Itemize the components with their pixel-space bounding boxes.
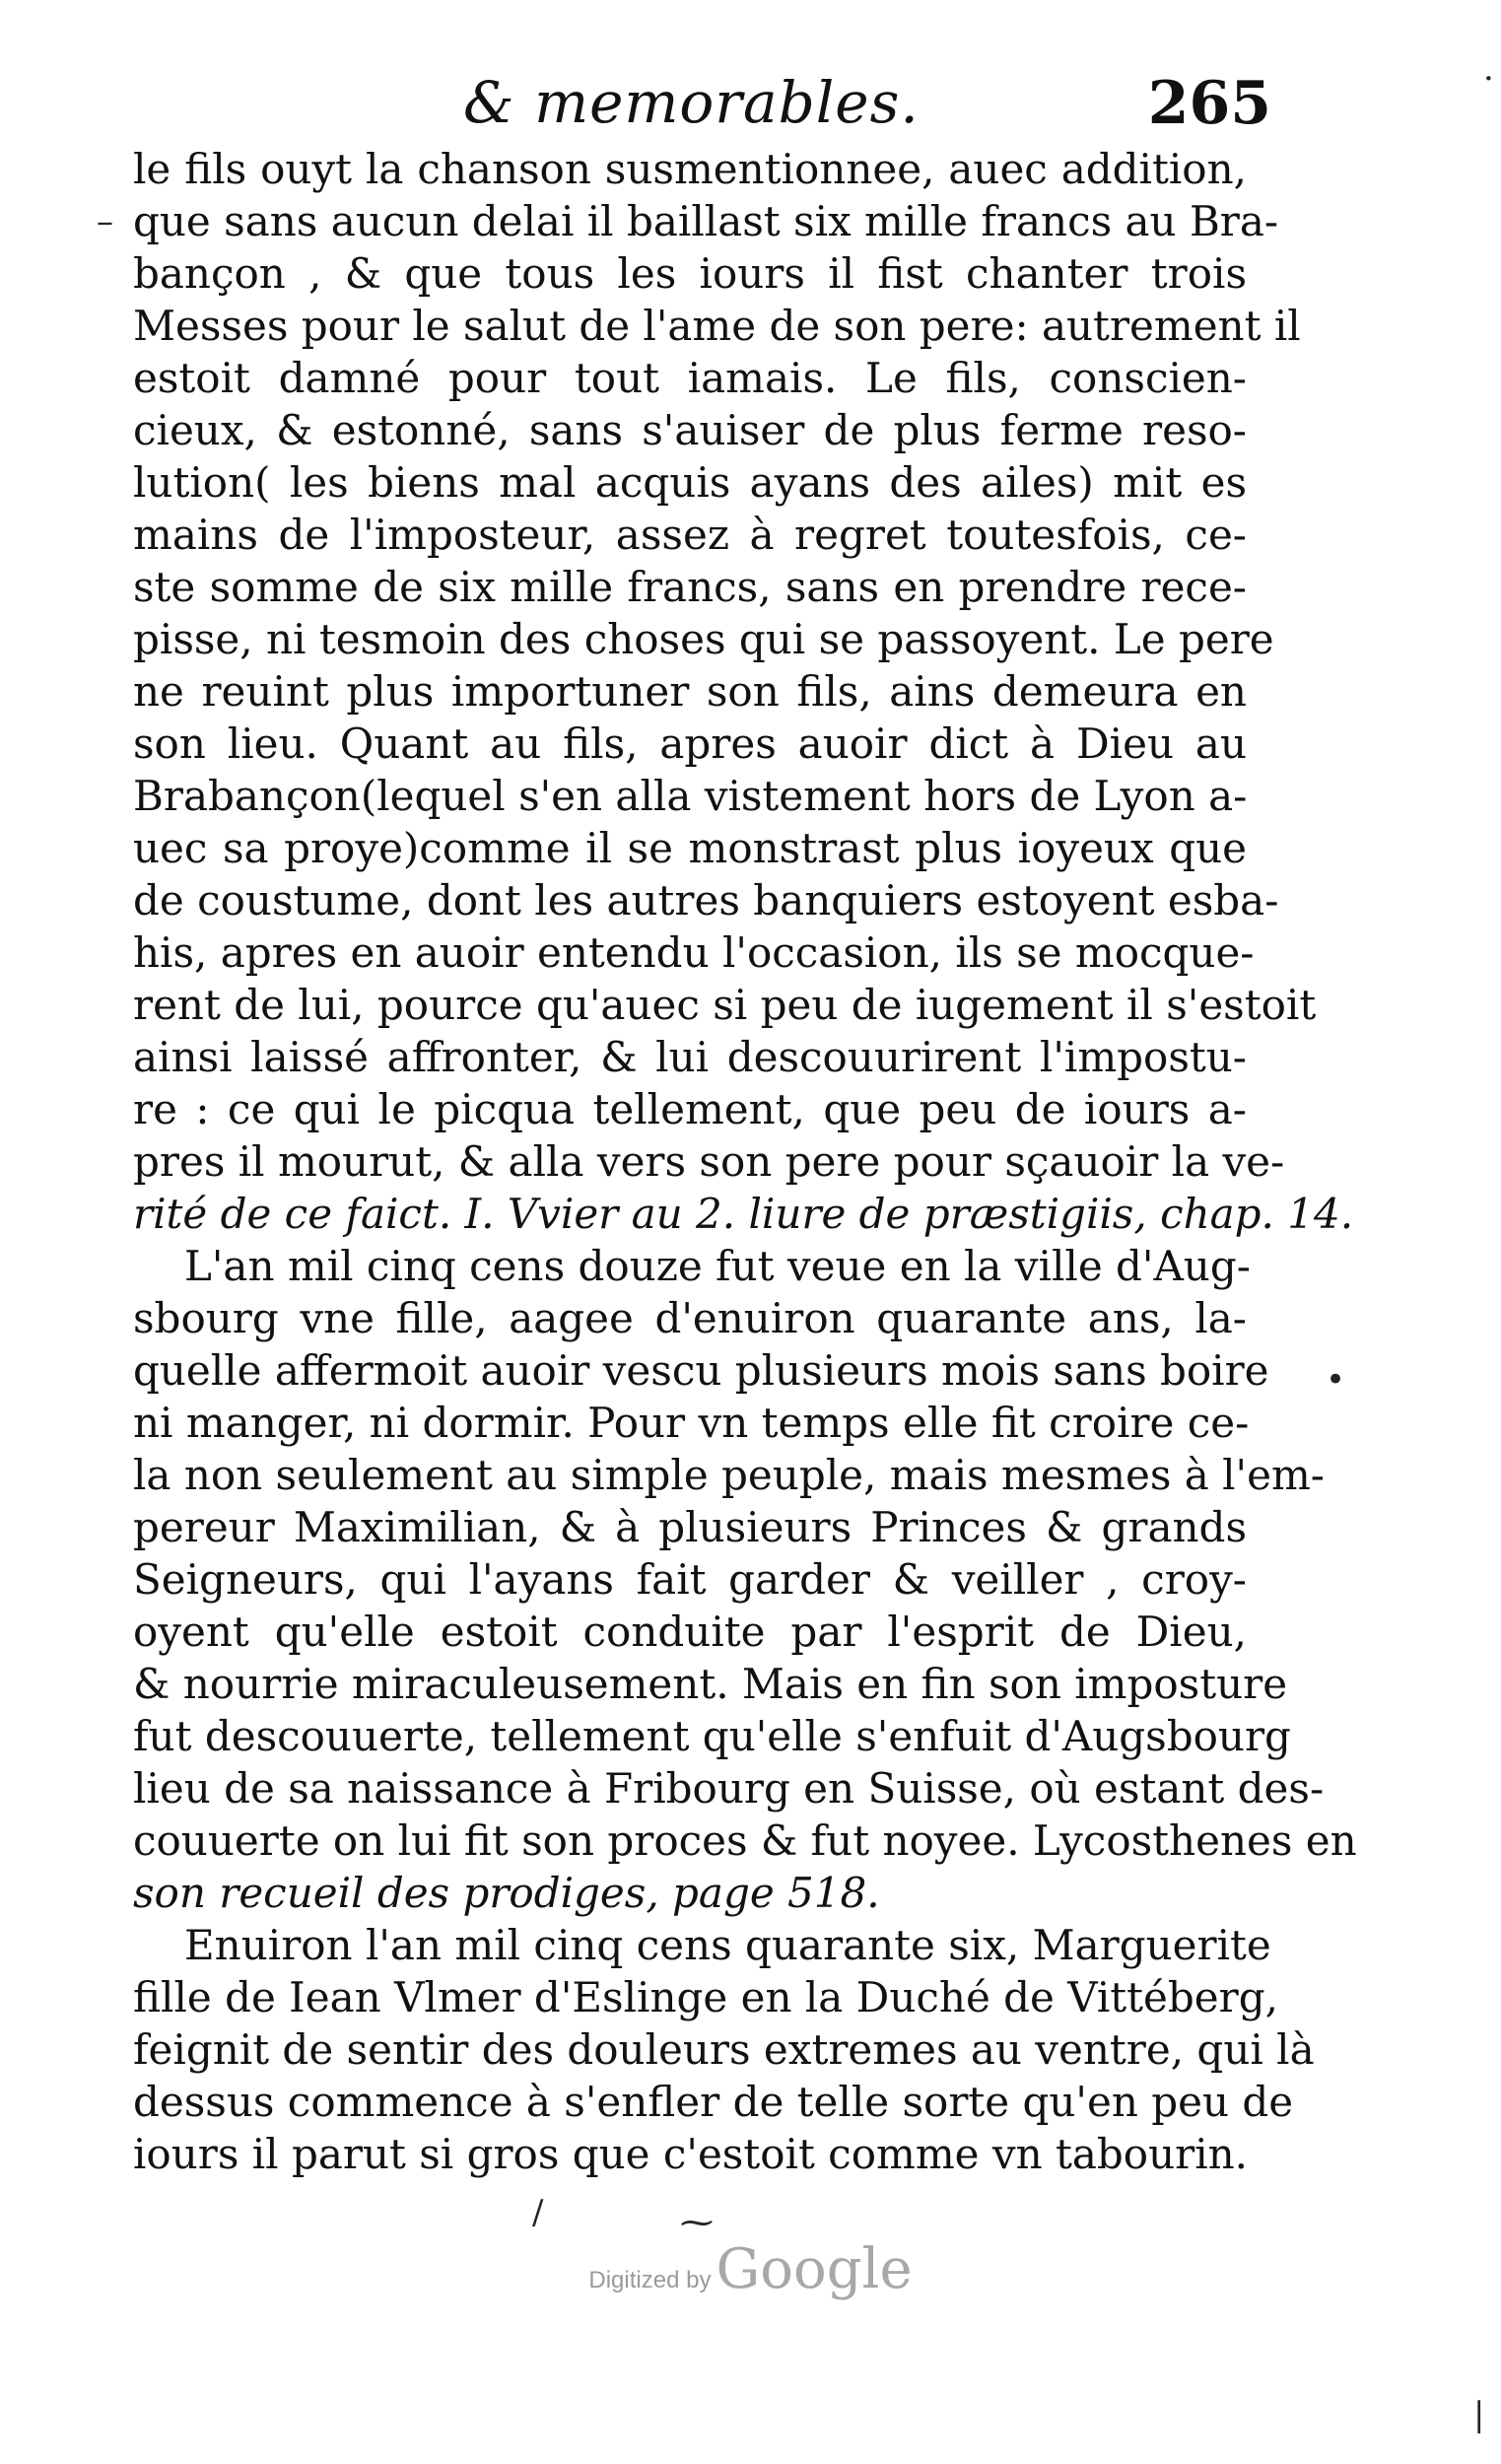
text-line: quelle affermoit auoir vescu plusieurs mois sans boire: [133, 1346, 1269, 1395]
text-line: feignit de sentir des douleurs extremes au ventre, qui là: [133, 2025, 1315, 2074]
text-line: lution( les biens mal acquis ayans des ailes) mit es: [133, 458, 1247, 507]
text-line: de coustume, dont les autres banquiers estoyent esba-: [133, 876, 1279, 924]
text-line: fille de Iean Vlmer d'Eslinge en la Duché de Vittéberg,: [133, 1973, 1278, 2021]
text-line: fut descouuerte, tellement qu'elle s'enfuit d'Augsbourg: [133, 1712, 1291, 1760]
text-line: Seigneurs, qui l'ayans fait garder & veiller , croy-: [133, 1555, 1247, 1604]
text-line: pres il mourut, & alla vers son pere pour sçauoir la ve-: [133, 1137, 1285, 1186]
page-number: 265: [1147, 69, 1271, 138]
margin-dash-mark: –: [97, 202, 113, 241]
text-line: L'an mil cinq cens douze fut veue en la ville d'Aug-: [184, 1242, 1251, 1290]
scan-speck-mark: •: [1326, 1360, 1346, 1400]
text-line: uec sa proye)comme il se monstrast plus ioyeux que: [133, 824, 1247, 872]
text-line: ne reuint plus importuner son fils, ains demeura en: [133, 667, 1247, 716]
citation-line: son recueil des prodiges, page 518.: [133, 1869, 880, 1917]
running-title: & memorables.: [463, 69, 920, 136]
paragraph-1: [133, 143, 1354, 1240]
text-line: pisse, ni tesmoin des choses qui se passoyent. Le pere: [133, 615, 1274, 663]
text-line: la non seulement au simple peuple, mais mesmes à l'em-: [133, 1451, 1325, 1499]
text-line: iours il parut si gros que c'estoit comme vn tabourin.: [133, 2130, 1249, 2178]
digitized-by-label: Digitized by: [588, 2267, 712, 2293]
text-line: his, apres en auoir entendu l'occasion, ils se mocque-: [133, 928, 1255, 977]
text-line: pereur Maximilian, & à plusieurs Princes & grands: [133, 1503, 1247, 1551]
body-text: [133, 143, 1357, 2180]
text-line: sbourg vne fille, aagee d'enuiron quarante ans, la-: [133, 1294, 1247, 1342]
text-line: ainsi laissé affronter, & lui descouurirent l'impostu-: [133, 1033, 1247, 1081]
scan-speck-mark: ·: [1483, 59, 1494, 99]
scan-stroke-mark: ⁓: [680, 2203, 714, 2242]
paragraph-3: [133, 1919, 1315, 2180]
text-line: Enuiron l'an mil cinq cens quarante six, Marguerite: [184, 1921, 1271, 1969]
text-line: dessus commence à s'enfler de telle sorte qu'en peu de: [133, 2078, 1294, 2126]
text-line: couuerte on lui fit son proces & fut noyee. Lycosthenes en: [133, 1816, 1357, 1865]
text-line: ni manger, ni dormir. Pour vn temps elle fit croire ce-: [133, 1399, 1250, 1447]
text-line: Messes pour le salut de l'ame de son pere: autrement il: [133, 302, 1301, 350]
text-line: rent de lui, pource qu'auec si peu de iugement il s'estoit: [133, 981, 1317, 1029]
text-line: bançon , & que tous les iours il fist chanter trois: [133, 249, 1247, 298]
google-logo: Google: [716, 2237, 913, 2301]
citation-line: rité de ce faict. I. Vvier au 2. liure de præstigiis, chap. 14.: [133, 1190, 1354, 1238]
text-line: le fils ouyt la chanson susmentionnee, auec addition,: [133, 145, 1247, 193]
text-line: estoit damné pour tout iamais. Le fils, conscien-: [133, 354, 1247, 402]
text-line: & nourrie miraculeusement. Mais en fin son imposture: [133, 1660, 1288, 1708]
scan-edge-mark: |: [1473, 2395, 1485, 2434]
text-line: Brabançon(lequel s'en alla vistement hors de Lyon a-: [133, 772, 1248, 820]
text-line: lieu de sa naissance à Fribourg en Suisse, où estant des-: [133, 1764, 1325, 1813]
text-line: ste somme de six mille francs, sans en prendre rece-: [133, 563, 1247, 611]
text-line: mains de l'imposteur, assez à regret toutesfois, ce-: [133, 511, 1247, 559]
scan-stroke-mark: /: [532, 2193, 544, 2232]
paragraph-2: [133, 1240, 1357, 1919]
text-line: cieux, & estonné, sans s'auiser de plus ferme reso-: [133, 406, 1247, 454]
text-line: oyent qu'elle estoit conduite par l'esprit de Dieu,: [133, 1608, 1247, 1656]
text-line: son lieu. Quant au fils, apres auoir dict à Dieu au: [133, 719, 1247, 768]
digitization-footer: [0, 2237, 1501, 2301]
text-line: re : ce qui le picqua tellement, que peu de iours a-: [133, 1085, 1247, 1133]
text-line: que sans aucun delai il baillast six mille francs au Bra-: [133, 197, 1279, 245]
